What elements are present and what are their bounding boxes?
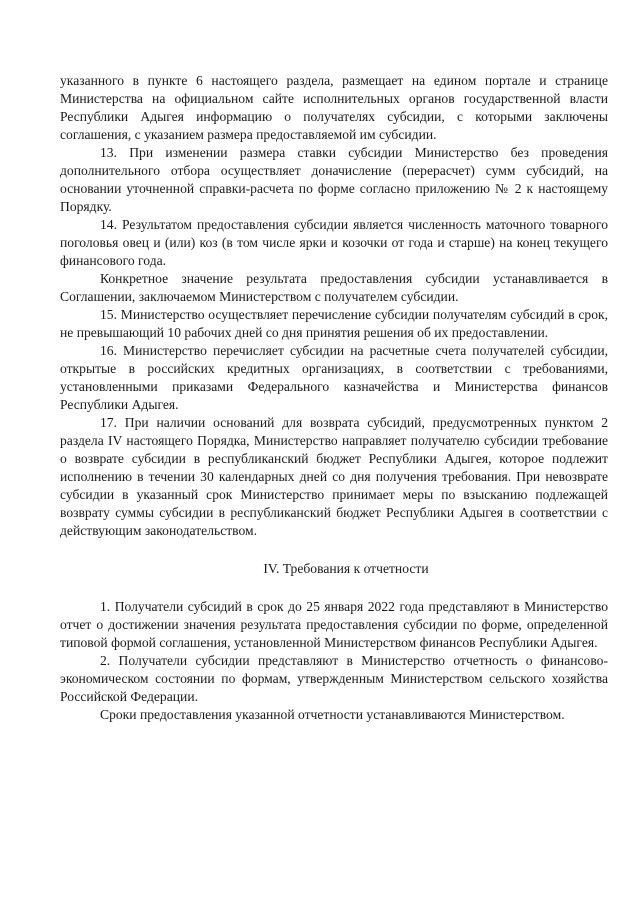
document-page	[60, 72, 608, 724]
paragraph-16: 16. Министерство перечисляет субсидии на расчетные счета получателей субсидии, открытые в российских кредитных организациях, в соответствии с требованиями, установленными приказами Федерального казначейства и Министерства финансов Республики Адыгея.	[60, 343, 608, 412]
paragraph-iv-3: Сроки предоставления указанной отчетности устанавливаются Министерством.	[100, 707, 565, 722]
paragraph-iv-2: 2. Получатели субсидии представляют в Министерство отчетность о финансово-экономическом состоянии по формам, утвержденным Министерством сельского хозяйства Российской Федерации.	[60, 653, 608, 704]
paragraph-continuation: указанного в пункте 6 настоящего раздела, размещает на едином портале и странице Министерства на официальном сайте исполнительных органов государственной власти Республики Адыгея информацию о получателях субсидии, с которыми заключены соглашения, с указанием размера предоставляемой им субсидии.	[60, 73, 608, 142]
section-paragraphs-after	[60, 598, 608, 724]
paragraph-14-result-value: Конкретное значение результата предоставления субсидии устанавливается в Соглашении, заключаемом Министерством с получателем субсидии.	[60, 271, 608, 304]
paragraph-17: 17. При наличии оснований для возврата субсидий, предусмотренных пунктом 2 раздела IV настоящего Порядка, Министерство направляет получателю субсидии требование о возврате субсидии в республиканский бюджет Республики Адыгея, которое подлежит исполнению в течении 30 календарных дней со дня получения требования. При невозврате субсидии в указанный срок Министерство принимает меры по взысканию подлежащей возврату суммы субсидии в республиканский бюджет Республики Адыгея в соответствии с действующим законодательством.	[60, 415, 608, 538]
paragraph-iv-1: 1. Получатели субсидий в срок до 25 января 2022 года представляют в Министерство отчет о достижении значения результата предоставления субсидии по форме, определенной типовой формой соглашения, установленной Министерством финансов Республики Адыгея.	[60, 599, 608, 650]
paragraph-15: 15. Министерство осуществляет перечисление субсидии получателям субсидий в срок, не превышающий 10 рабочих дней со дня принятия решения об их предоставлении.	[60, 307, 608, 340]
section-paragraphs-before	[60, 72, 608, 540]
paragraph-13: 13. При изменении размера ставки субсидии Министерство без проведения дополнительного отбора осуществляет доначисление (перерасчет) сумм субсидий, на основании уточненной справки-расчета по форме согласно приложению № 2 к настоящему Порядку.	[60, 145, 608, 214]
paragraph-14: 14. Результатом предоставления субсидии является численность маточного товарного поголовья овец и (или) коз (в том числе ярки и козочки от года и старше) на конец текущего финансового года.	[60, 217, 608, 268]
section-heading-iv: IV. Требования к отчетности	[263, 561, 429, 576]
